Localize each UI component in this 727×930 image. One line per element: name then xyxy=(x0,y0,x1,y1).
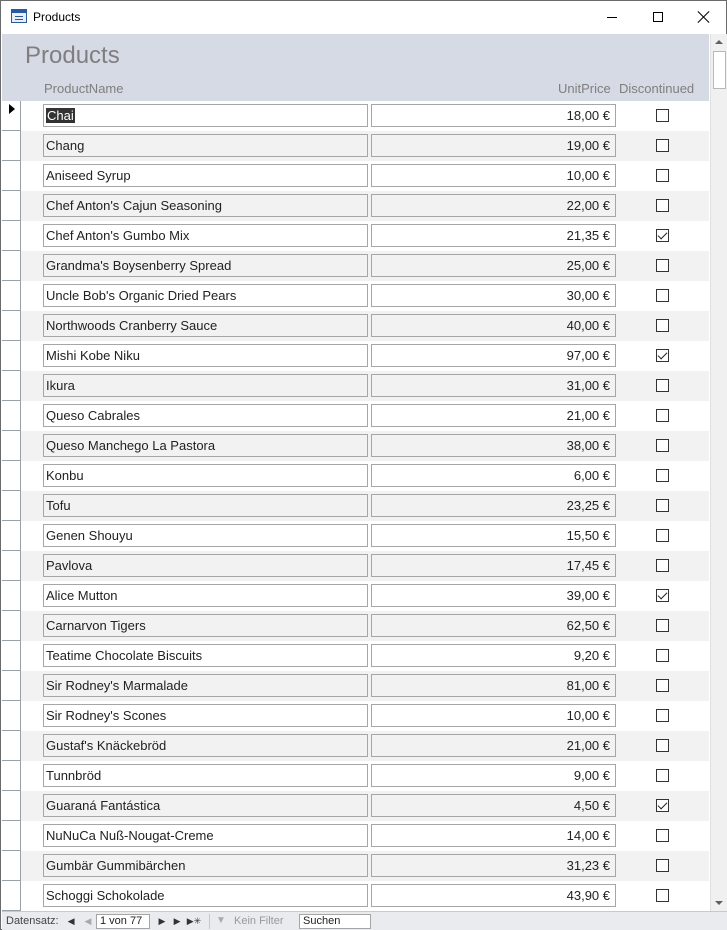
unitprice-field[interactable]: 23,25 € xyxy=(371,494,616,517)
record-selector[interactable] xyxy=(2,731,21,761)
discontinued-checkbox[interactable] xyxy=(656,829,669,842)
productname-value: Sir Rodney's Marmalade xyxy=(46,678,188,693)
title-bar xyxy=(1,1,726,33)
table-row xyxy=(2,251,709,281)
unitprice-field[interactable]: 14,00 € xyxy=(371,824,616,847)
record-selector[interactable] xyxy=(2,821,21,851)
table-row xyxy=(2,431,709,461)
table-row xyxy=(2,641,709,671)
column-header-unitprice: UnitPrice xyxy=(558,81,611,96)
discontinued-checkbox[interactable] xyxy=(656,679,669,692)
table-row xyxy=(2,161,709,191)
record-selector[interactable] xyxy=(2,641,21,671)
productname-value: Gustaf's Knäckebröd xyxy=(46,738,167,753)
productname-field[interactable] xyxy=(43,374,368,397)
table-row xyxy=(2,821,709,851)
record-selector[interactable] xyxy=(2,461,21,491)
last-record-icon[interactable]: ▶ xyxy=(173,915,183,926)
discontinued-checkbox[interactable] xyxy=(656,139,669,152)
column-header-discontinued: Discontinued xyxy=(619,81,695,96)
discontinued-checkbox[interactable] xyxy=(656,169,669,182)
next-record-icon[interactable]: ▶ xyxy=(158,915,166,926)
productname-field[interactable] xyxy=(43,254,368,277)
productname-value: Pavlova xyxy=(46,558,93,573)
productname-field[interactable] xyxy=(43,284,368,307)
productname-value: Mishi Kobe Niku xyxy=(46,348,140,363)
table-row xyxy=(2,791,709,821)
unitprice-field[interactable]: 9,20 € xyxy=(371,644,616,667)
record-selector[interactable] xyxy=(2,341,21,371)
unitprice-field[interactable]: 40,00 € xyxy=(371,314,616,337)
discontinued-checkbox[interactable] xyxy=(656,499,669,512)
productname-value: Genen Shouyu xyxy=(46,528,133,543)
discontinued-checkbox[interactable] xyxy=(656,289,669,302)
record-label: Datensatz: xyxy=(6,915,59,927)
record-selector[interactable] xyxy=(2,101,21,131)
discontinued-checkbox[interactable] xyxy=(656,859,669,872)
productname-value: Teatime Chocolate Biscuits xyxy=(46,648,203,663)
minimize-icon xyxy=(607,17,617,18)
table-row xyxy=(2,221,709,251)
productname-value: Chef Anton's Cajun Seasoning xyxy=(46,198,222,213)
table-row xyxy=(2,491,709,521)
productname-value: Chef Anton's Gumbo Mix xyxy=(46,228,190,243)
unitprice-field[interactable]: 21,35 € xyxy=(371,224,616,247)
current-record-field[interactable]: 1 von 77 xyxy=(96,914,150,929)
discontinued-checkbox[interactable] xyxy=(656,799,669,812)
discontinued-checkbox[interactable] xyxy=(656,409,669,422)
table-row xyxy=(2,371,709,401)
productname-field[interactable] xyxy=(43,134,368,157)
unitprice-field[interactable]: 19,00 € xyxy=(371,134,616,157)
record-navigation-bar xyxy=(2,911,727,930)
productname-field[interactable] xyxy=(43,224,368,247)
unitprice-field[interactable]: 43,90 € xyxy=(371,884,616,907)
productname-value: Gumbär Gummibärchen xyxy=(46,858,186,873)
record-selector[interactable] xyxy=(2,371,21,401)
discontinued-checkbox[interactable] xyxy=(656,619,669,632)
productname-field[interactable] xyxy=(43,434,368,457)
table-row xyxy=(2,311,709,341)
record-selector[interactable] xyxy=(2,431,21,461)
table-row xyxy=(2,521,709,551)
table-row xyxy=(2,671,709,701)
productname-value: Grandma's Boysenberry Spread xyxy=(46,258,232,273)
productname-field[interactable] xyxy=(43,704,368,727)
record-selector[interactable] xyxy=(2,851,21,881)
first-record-icon[interactable]: ◀ xyxy=(67,915,77,926)
unitprice-field[interactable]: 6,00 € xyxy=(371,464,616,487)
table-row xyxy=(2,761,709,791)
discontinued-checkbox[interactable] xyxy=(656,649,669,662)
arrow-up-icon xyxy=(715,40,723,44)
unitprice-field[interactable]: 81,00 € xyxy=(371,674,616,697)
unitprice-field[interactable]: 10,00 € xyxy=(371,164,616,187)
table-row xyxy=(2,611,709,641)
productname-value: Chang xyxy=(46,138,85,153)
productname-field[interactable] xyxy=(43,104,368,127)
table-row xyxy=(2,191,709,221)
productname-value: Guaraná Fantástica xyxy=(46,798,161,813)
productname-value: Chai xyxy=(47,108,74,123)
productname-field[interactable] xyxy=(43,314,368,337)
record-selector[interactable] xyxy=(2,191,21,221)
filter-status[interactable]: Kein Filter xyxy=(234,915,284,927)
productname-value: Schoggi Schokolade xyxy=(46,888,165,903)
table-row xyxy=(2,401,709,431)
unitprice-field[interactable]: 31,23 € xyxy=(371,854,616,877)
unitprice-field[interactable]: 31,00 € xyxy=(371,374,616,397)
productname-field[interactable] xyxy=(43,794,368,817)
unitprice-field[interactable]: 9,00 € xyxy=(371,764,616,787)
discontinued-checkbox[interactable] xyxy=(656,889,669,902)
productname-value: Konbu xyxy=(46,468,84,483)
form-title: Products xyxy=(25,42,120,69)
record-selector[interactable] xyxy=(2,311,21,341)
record-selector[interactable] xyxy=(2,521,21,551)
maximize-icon xyxy=(653,12,663,22)
discontinued-checkbox[interactable] xyxy=(656,709,669,722)
table-row xyxy=(2,341,709,371)
table-row xyxy=(2,851,709,881)
window-title: Products xyxy=(33,10,81,24)
record-selector[interactable] xyxy=(2,581,21,611)
productname-field[interactable] xyxy=(43,644,368,667)
unitprice-field[interactable]: 22,00 € xyxy=(371,194,616,217)
unitprice-field[interactable]: 38,00 € xyxy=(371,434,616,457)
unitprice-field[interactable]: 17,45 € xyxy=(371,554,616,577)
productname-field[interactable] xyxy=(43,584,368,607)
unitprice-field[interactable]: 15,50 € xyxy=(371,524,616,547)
table-row xyxy=(2,551,709,581)
close-icon xyxy=(698,11,710,23)
productname-field[interactable] xyxy=(43,734,368,757)
scroll-up-button[interactable] xyxy=(711,34,727,50)
productname-value: Carnarvon Tigers xyxy=(46,618,146,633)
productname-value: Aniseed Syrup xyxy=(46,168,131,183)
discontinued-checkbox[interactable] xyxy=(656,109,669,122)
unitprice-field[interactable]: 39,00 € xyxy=(371,584,616,607)
table-row xyxy=(2,881,709,911)
close-button[interactable] xyxy=(681,1,727,33)
maximize-button[interactable] xyxy=(635,1,681,33)
productname-field[interactable] xyxy=(43,764,368,787)
discontinued-checkbox[interactable] xyxy=(656,349,669,362)
discontinued-checkbox[interactable] xyxy=(656,199,669,212)
productname-field[interactable] xyxy=(43,494,368,517)
form-icon xyxy=(11,9,27,23)
form-header xyxy=(2,34,709,101)
discontinued-checkbox[interactable] xyxy=(656,769,669,782)
table-row xyxy=(2,101,709,131)
table-row xyxy=(2,731,709,761)
record-selector[interactable] xyxy=(2,251,21,281)
productname-value: Ikura xyxy=(46,378,75,393)
unitprice-field[interactable]: 25,00 € xyxy=(371,254,616,277)
column-header-productname: ProductName xyxy=(44,81,124,96)
unitprice-field[interactable]: 21,00 € xyxy=(371,404,616,427)
productname-field[interactable] xyxy=(43,884,368,907)
discontinued-checkbox[interactable] xyxy=(656,439,669,452)
record-selector[interactable] xyxy=(2,221,21,251)
discontinued-checkbox[interactable] xyxy=(656,319,669,332)
discontinued-checkbox[interactable] xyxy=(656,259,669,272)
minimize-button[interactable] xyxy=(589,1,635,33)
productname-field[interactable] xyxy=(43,614,368,637)
scroll-thumb[interactable] xyxy=(713,51,726,89)
nav-divider xyxy=(209,914,210,929)
search-input[interactable]: Suchen xyxy=(299,914,371,929)
productname-field[interactable] xyxy=(43,554,368,577)
productname-field[interactable] xyxy=(43,824,368,847)
record-selector[interactable] xyxy=(2,791,21,821)
discontinued-checkbox[interactable] xyxy=(656,529,669,542)
record-selector[interactable] xyxy=(2,131,21,161)
productname-value: Alice Mutton xyxy=(46,588,118,603)
productname-value: Sir Rodney's Scones xyxy=(46,708,167,723)
record-selector[interactable] xyxy=(2,701,21,731)
discontinued-checkbox[interactable] xyxy=(656,559,669,572)
unitprice-field[interactable]: 10,00 € xyxy=(371,704,616,727)
vertical-scrollbar[interactable] xyxy=(710,34,727,911)
productname-field[interactable] xyxy=(43,854,368,877)
productname-field[interactable] xyxy=(43,194,368,217)
productname-value: NuNuCa Nuß-Nougat-Creme xyxy=(46,828,214,843)
table-row xyxy=(2,131,709,161)
unitprice-field[interactable]: 18,00 € xyxy=(371,104,616,127)
record-selector[interactable] xyxy=(2,611,21,641)
records-list xyxy=(2,101,709,911)
discontinued-checkbox[interactable] xyxy=(656,229,669,242)
productname-field[interactable] xyxy=(43,164,368,187)
unitprice-field[interactable]: 21,00 € xyxy=(371,734,616,757)
table-row xyxy=(2,701,709,731)
record-selector[interactable] xyxy=(2,671,21,701)
arrow-down-icon xyxy=(715,901,723,905)
table-row xyxy=(2,581,709,611)
productname-field[interactable] xyxy=(43,404,368,427)
discontinued-checkbox[interactable] xyxy=(656,739,669,752)
productname-field[interactable] xyxy=(43,524,368,547)
unitprice-field[interactable]: 97,00 € xyxy=(371,344,616,367)
discontinued-checkbox[interactable] xyxy=(656,589,669,602)
productname-value: Queso Cabrales xyxy=(46,408,140,423)
record-selector[interactable] xyxy=(2,551,21,581)
filter-icon[interactable]: ▼ xyxy=(216,915,226,926)
unitprice-field[interactable]: 62,50 € xyxy=(371,614,616,637)
record-selector[interactable] xyxy=(2,491,21,521)
record-selector[interactable] xyxy=(2,761,21,791)
productname-field[interactable] xyxy=(43,674,368,697)
productname-value: Tunnbröd xyxy=(46,768,102,783)
previous-record-icon[interactable]: ◀ xyxy=(84,915,92,926)
scroll-down-button[interactable] xyxy=(711,895,727,911)
productname-value: Uncle Bob's Organic Dried Pears xyxy=(46,288,237,303)
table-row xyxy=(2,281,709,311)
record-selector[interactable] xyxy=(2,281,21,311)
productname-value: Queso Manchego La Pastora xyxy=(46,438,216,453)
record-selector[interactable] xyxy=(2,881,21,911)
record-selector[interactable] xyxy=(2,401,21,431)
productname-value: Northwoods Cranberry Sauce xyxy=(46,318,218,333)
unitprice-field[interactable]: 30,00 € xyxy=(371,284,616,307)
productname-field[interactable] xyxy=(43,344,368,367)
record-selector[interactable] xyxy=(2,161,21,191)
unitprice-field[interactable]: 4,50 € xyxy=(371,794,616,817)
discontinued-checkbox[interactable] xyxy=(656,379,669,392)
discontinued-checkbox[interactable] xyxy=(656,469,669,482)
new-record-icon[interactable]: ▶✳ xyxy=(186,915,202,926)
productname-value: Tofu xyxy=(46,498,71,513)
productname-field[interactable] xyxy=(43,464,368,487)
table-row xyxy=(2,461,709,491)
